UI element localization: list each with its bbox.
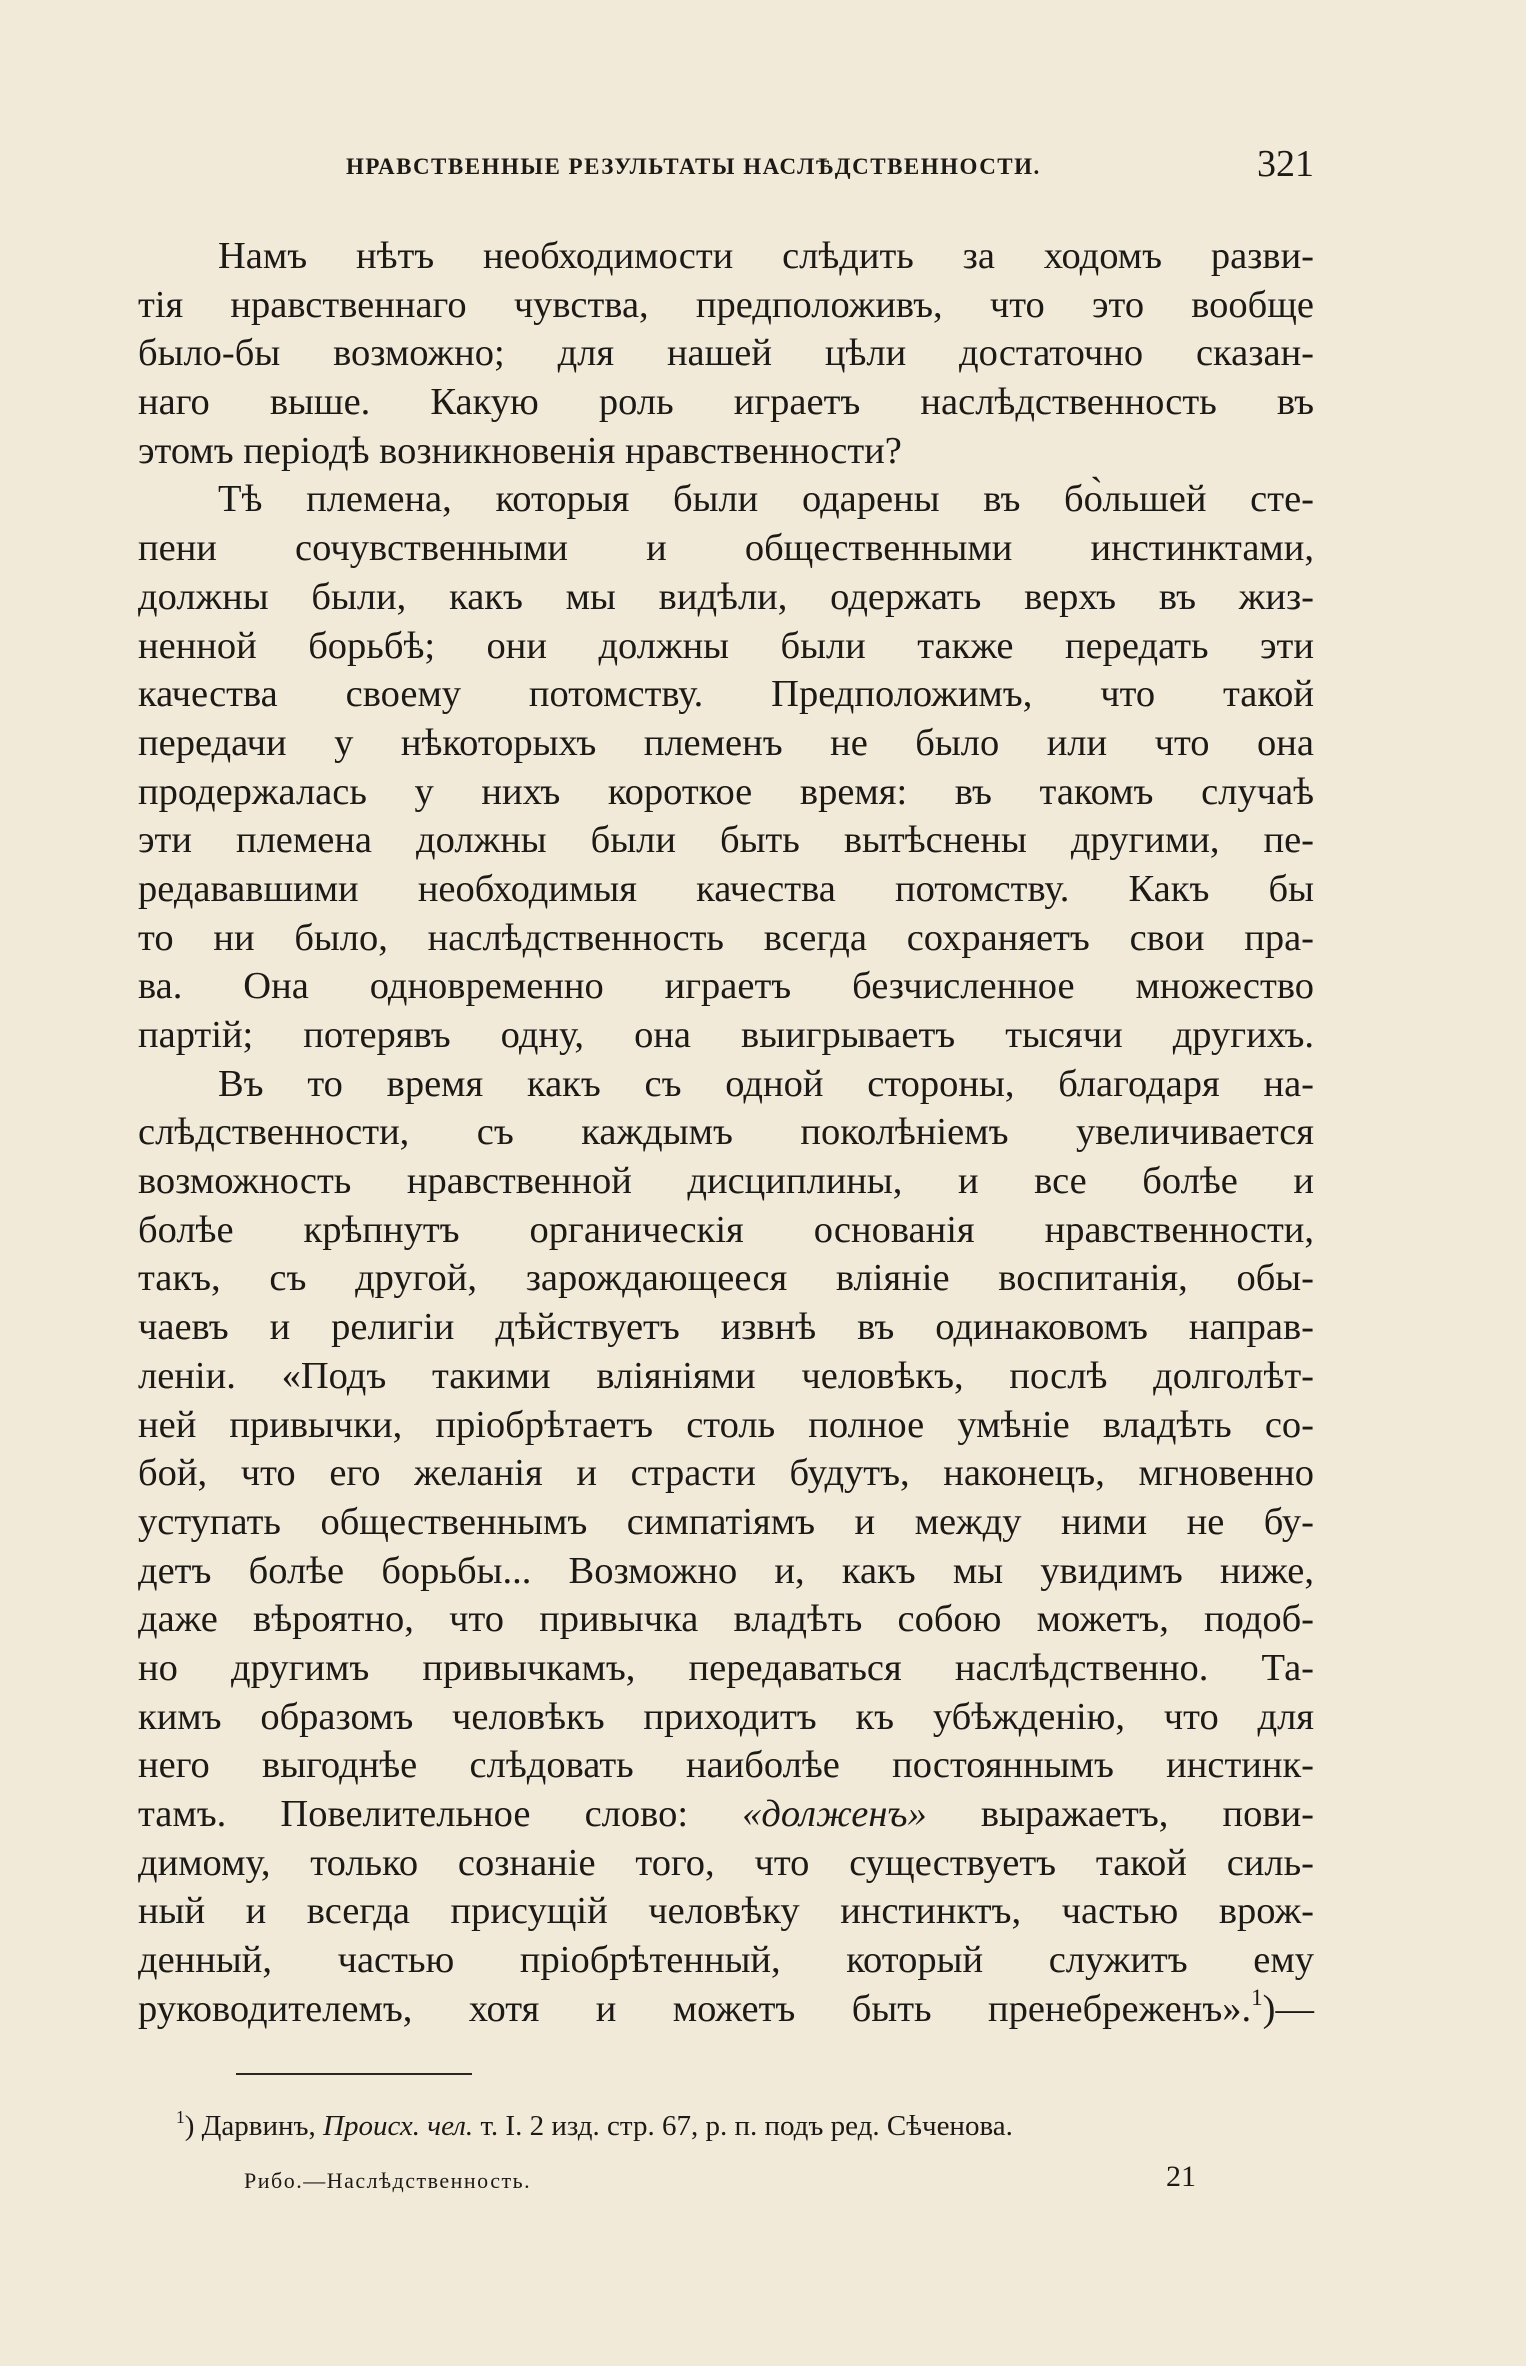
text-line: бой, что его желанія и страсти будутъ, наконецъ, мгновенно bbox=[138, 1452, 1314, 1495]
text-line: тія нравственнаго чувства, предположивъ, что это вообще bbox=[138, 283, 1314, 326]
text-line: Тѣ племена, которыя были одарены въ бо̀льшей сте- bbox=[218, 478, 1314, 521]
text-line: наго выше. Какую роль играетъ наслѣдственность въ bbox=[138, 381, 1314, 424]
text-line: детъ болѣе борьбы... Возможно и, какъ мы увидимъ ниже, bbox=[138, 1549, 1314, 1592]
text-line: эти племена должны были быть вытѣснены другими, пе- bbox=[138, 819, 1314, 862]
footnote-marker: 1 bbox=[176, 2106, 185, 2127]
text-line: даже вѣроятно, что привычка владѣть собою можетъ, подоб- bbox=[138, 1598, 1314, 1641]
text-line: качества своему потомству. Предположимъ, что такой bbox=[138, 673, 1314, 716]
footnote-ref: 1 bbox=[1251, 1983, 1263, 2010]
signature-number: 21 bbox=[1166, 2160, 1196, 2193]
text-line: ва. Она одновременно играетъ безчисленное множество bbox=[138, 965, 1314, 1008]
text-line: должны были, какъ мы видѣли, одержать верхъ въ жиз- bbox=[138, 575, 1314, 618]
text-segment: руководителемъ, хотя и можетъ быть пренебреженъ». bbox=[138, 1987, 1252, 2030]
text-line: возможность нравственной дисциплины, и все болѣе и bbox=[138, 1160, 1314, 1203]
text-line: болѣе крѣпнутъ органическія основанія нравственности, bbox=[138, 1208, 1314, 1251]
text-line: кимъ образомъ человѣкъ приходитъ къ убѣжденію, что для bbox=[138, 1695, 1314, 1738]
page-header bbox=[228, 140, 1314, 190]
italic-word: «долженъ» bbox=[742, 1793, 927, 1835]
page-number: 321 bbox=[1257, 143, 1314, 185]
text-line-with-italic bbox=[138, 1790, 1314, 1839]
text-segment: )— bbox=[1262, 1987, 1314, 2030]
text-line: чаевъ и религіи дѣйствуетъ извнѣ въ одинаковомъ направ- bbox=[138, 1306, 1314, 1349]
text-line: пени сочувственными и общественными инстинктами, bbox=[138, 527, 1314, 570]
text-line: редававшими необходимыя качества потомству. Какъ бы bbox=[138, 867, 1314, 910]
text-line: ней привычки, пріобрѣтаетъ столь полное умѣніе владѣть со- bbox=[138, 1403, 1314, 1446]
text-line: него выгоднѣе слѣдовать наиболѣе постояннымъ инстинк- bbox=[138, 1744, 1314, 1787]
text-line: было-бы возможно; для нашей цѣли достаточно сказан- bbox=[138, 332, 1314, 375]
footnote bbox=[176, 2106, 1013, 2143]
signature-mark: Рибо.—Наслѣдственность. bbox=[244, 2168, 532, 2193]
footnote-text: ) Дарвинъ, bbox=[184, 2110, 323, 2142]
body-text bbox=[138, 232, 1314, 2033]
text-segment: выражаетъ, пови- bbox=[926, 1793, 1314, 1835]
text-line: димому, только сознаніе того, что существуетъ такой силь- bbox=[138, 1841, 1314, 1884]
text-line: но другимъ привычкамъ, передаваться наслѣдственно. Та- bbox=[138, 1646, 1314, 1689]
text-line: Въ то время какъ съ одной стороны, благодаря на- bbox=[218, 1062, 1314, 1105]
text-line-last bbox=[138, 1985, 1314, 2034]
footnote-title: Происх. чел. bbox=[323, 2110, 474, 2142]
running-head: НРАВСТВЕННЫЕ РЕЗУЛЬТАТЫ НАСЛѢДСТВЕННОСТИ. bbox=[346, 154, 1041, 179]
footnote-text: т. I. 2 изд. стр. 67, р. п. подъ ред. Сѣченова. bbox=[473, 2110, 1013, 2142]
text-line: передачи у нѣкоторыхъ племенъ не было или что она bbox=[138, 721, 1314, 764]
text-line: этомъ періодѣ возникновенія нравственности? bbox=[138, 429, 902, 472]
footnote-divider bbox=[236, 2073, 472, 2075]
text-line: такъ, съ другой, зарождающееся вліяніе воспитанія, обы- bbox=[138, 1257, 1314, 1300]
text-line: ненной борьбѣ; они должны были также передать эти bbox=[138, 624, 1314, 667]
text-line: уступать общественнымъ симпатіямъ и между ними не бу- bbox=[138, 1500, 1314, 1543]
text-line: леніи. «Подъ такими вліяніями человѣкъ, послѣ долголѣт- bbox=[138, 1354, 1314, 1397]
text-segment: тамъ. Повелительное слово: bbox=[138, 1793, 689, 1835]
text-line: партій; потерявъ одну, она выигрываетъ тысячи другихъ. bbox=[138, 1014, 1314, 1056]
text-line: ный и всегда присущій человѣку инстинктъ, частью врож- bbox=[138, 1890, 1314, 1933]
text-line: то ни было, наслѣдственность всегда сохраняетъ свои пра- bbox=[138, 916, 1314, 959]
text-line: слѣдственности, съ каждымъ поколѣніемъ увеличивается bbox=[138, 1111, 1314, 1154]
text-line: Намъ нѣтъ необходимости слѣдить за ходомъ разви- bbox=[218, 235, 1314, 277]
text-line: денный, частью пріобрѣтенный, который служитъ ему bbox=[138, 1939, 1314, 1982]
text-line: продержалась у нихъ короткое время: въ такомъ случаѣ bbox=[138, 770, 1314, 813]
